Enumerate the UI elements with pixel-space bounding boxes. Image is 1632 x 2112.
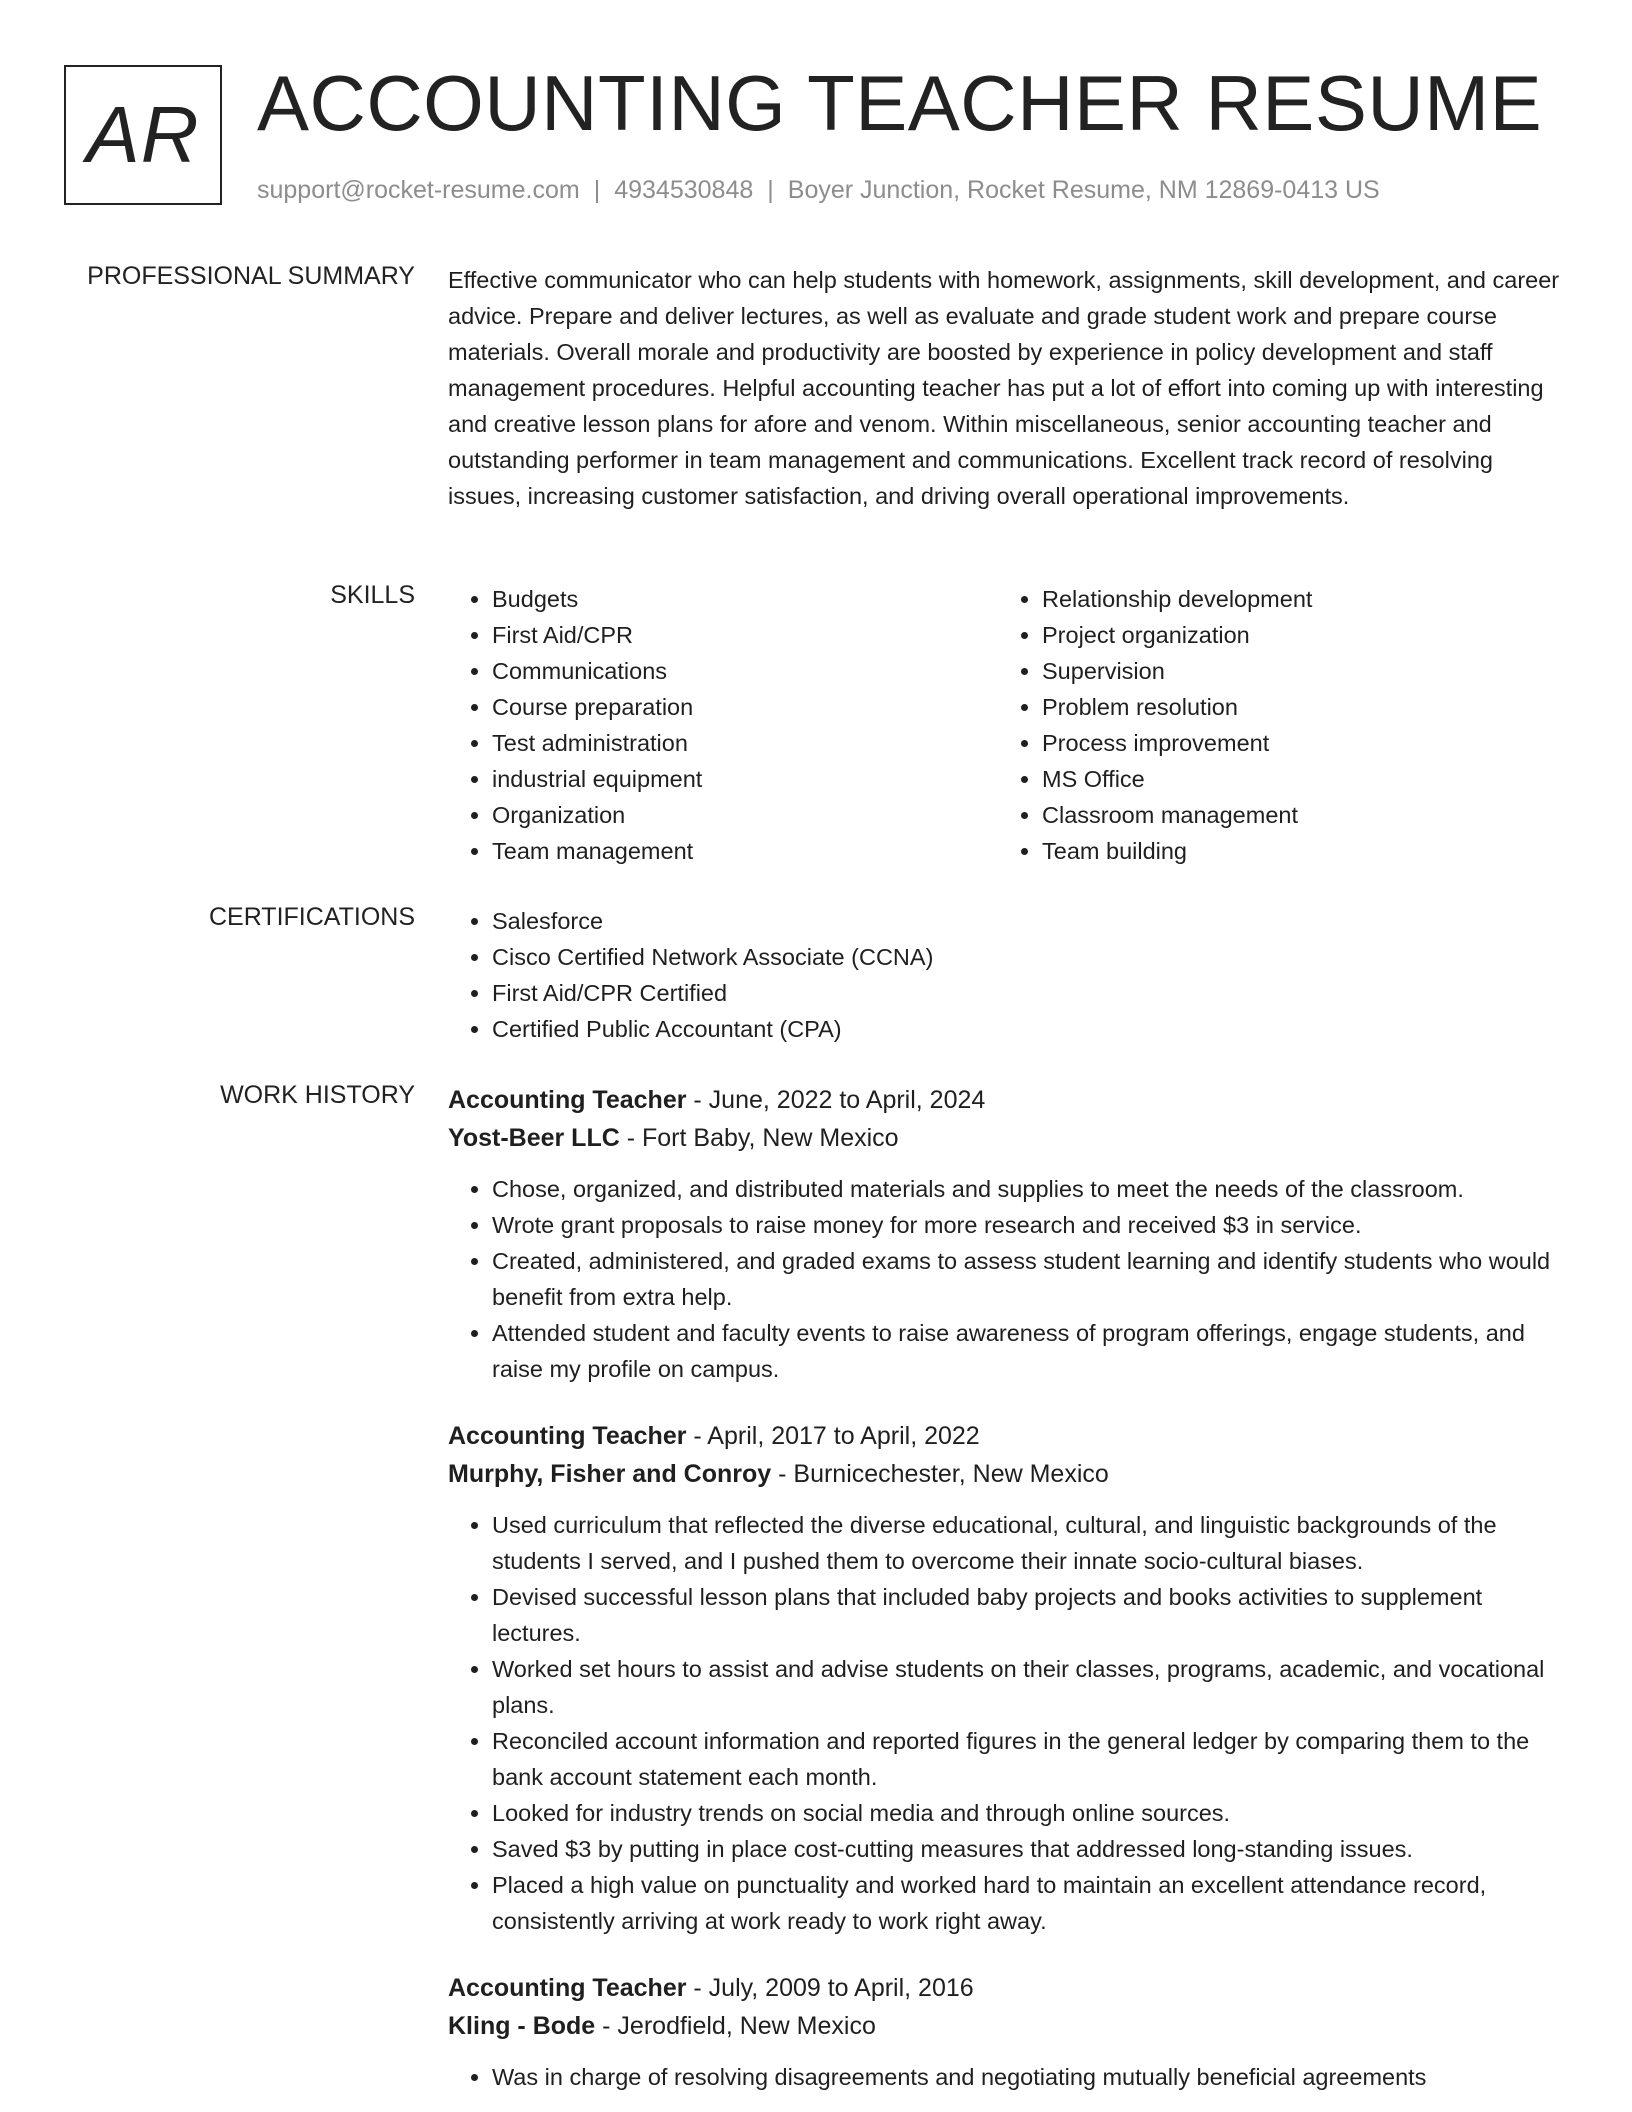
contact-address: Boyer Junction, Rocket Resume, NM 12869-0413 US — [787, 176, 1380, 204]
skill-item: • industrial equipment — [492, 761, 1012, 797]
contact-email[interactable]: support@rocket-resume.com — [257, 176, 580, 204]
skills-label: SKILLS — [330, 581, 415, 609]
job-bullets — [448, 1507, 1563, 1939]
job-entry — [448, 1417, 1563, 1939]
skill-item: • MS Office — [1042, 761, 1562, 797]
skill-item: • Classroom management — [1042, 797, 1562, 833]
certification-item: • Cisco Certified Network Associate (CCNA) — [492, 939, 1563, 975]
skill-item: • First Aid/CPR — [492, 617, 1012, 653]
summary-label: PROFESSIONAL SUMMARY — [87, 262, 415, 290]
skill-item: • Organization — [492, 797, 1012, 833]
job-bullet: • Wrote grant proposals to raise money for more research and received $3 in service. — [492, 1207, 1563, 1243]
work-history-label: WORK HISTORY — [220, 1081, 415, 1109]
skill-item: • Test administration — [492, 725, 1012, 761]
skill-item: • Project organization — [1042, 617, 1562, 653]
skill-item: • Supervision — [1042, 653, 1562, 689]
skills-list-left — [448, 581, 1012, 869]
job-company-line — [448, 1455, 1563, 1493]
job-bullet: • Used curriculum that reflected the diverse educational, cultural, and linguistic backgrounds of the students I served, and I pushed them to overcome their innate socio-cultural biases. — [492, 1507, 1563, 1579]
job-bullet: • Saved $3 by putting in place cost-cutting measures that addressed long-standing issues. — [492, 1831, 1563, 1867]
job-title: Accounting Teacher — [448, 1422, 687, 1450]
skill-item: • Course preparation — [492, 689, 1012, 725]
job-location: - Jerodfield, New Mexico — [595, 2012, 876, 2040]
job-bullets — [448, 1171, 1563, 1387]
skill-item: • Problem resolution — [1042, 689, 1562, 725]
contact-separator: | — [767, 176, 774, 204]
job-bullet: • Reconciled account information and reported figures in the general ledger by comparing them to the bank account statement each month. — [492, 1723, 1563, 1795]
monogram-logo: AR — [64, 65, 222, 205]
job-bullet: • Chose, organized, and distributed materials and supplies to meet the needs of the classroom. — [492, 1171, 1563, 1207]
job-bullets — [448, 2059, 1563, 2095]
job-location: - Burnicechester, New Mexico — [771, 1460, 1109, 1488]
job-bullet: • Worked set hours to assist and advise students on their classes, programs, academic, and vocational plans. — [492, 1651, 1563, 1723]
job-bullet: • Looked for industry trends on social media and through online sources. — [492, 1795, 1563, 1831]
certification-item: • First Aid/CPR Certified — [492, 975, 1563, 1011]
resume-title: ACCOUNTING TEACHER RESUME — [257, 59, 1543, 147]
job-company-line — [448, 2007, 1563, 2045]
contact-phone[interactable]: 4934530848 — [614, 176, 754, 204]
job-bullet: • Created, administered, and graded exams to assess student learning and identify students who would benefit from extra help. — [492, 1243, 1563, 1315]
skill-item: • Budgets — [492, 581, 1012, 617]
job-title-line — [448, 1417, 1563, 1455]
contact-line — [257, 176, 1380, 205]
certifications-list — [448, 903, 1563, 1047]
job-dates: - June, 2022 to April, 2024 — [686, 1086, 986, 1114]
skill-item: • Team management — [492, 833, 1012, 869]
job-bullet: • Was in charge of resolving disagreements and negotiating mutually beneficial agreements — [492, 2059, 1563, 2095]
job-location: - Fort Baby, New Mexico — [619, 1124, 899, 1152]
job-dates: - April, 2017 to April, 2022 — [686, 1422, 980, 1450]
skill-item: • Communications — [492, 653, 1012, 689]
job-company: Murphy, Fisher and Conroy — [448, 1460, 772, 1488]
job-title: Accounting Teacher — [448, 1086, 687, 1114]
skill-item: • Relationship development — [1042, 581, 1562, 617]
skill-item: • Process improvement — [1042, 725, 1562, 761]
job-title-line — [448, 1969, 1563, 2007]
certification-item: • Certified Public Accountant (CPA) — [492, 1011, 1563, 1047]
job-dates: - July, 2009 to April, 2016 — [686, 1974, 974, 2002]
skills-list-right — [998, 581, 1562, 869]
contact-separator: | — [593, 176, 601, 204]
skill-item: • Team building — [1042, 833, 1562, 869]
job-company-line — [448, 1119, 1563, 1157]
job-title: Accounting Teacher — [448, 1974, 687, 2002]
summary-text: Effective communicator who can help students with homework, assignments, skill development, and career advice. Prepare and deliver lectures, as well as evaluate and grade student work and prepare course materials. Overall morale and productivity are boosted by experience in policy development and staff management procedures. Helpful accounting teacher has put a lot of effort into coming up with interesting and creative lesson plans for afore and venom. Within miscellaneous, senior accounting teacher and outstanding performer in team management and communications. Excellent track record of resolving issues, increasing customer satisfaction, and driving overall operational improvements. — [448, 267, 1560, 509]
job-entry — [448, 1081, 1563, 1387]
job-company: Kling - Bode — [448, 2012, 596, 2040]
job-entry — [448, 1969, 1563, 2095]
certification-item: • Salesforce — [492, 903, 1563, 939]
job-company: Yost-Beer LLC — [448, 1124, 620, 1152]
job-title-line — [448, 1081, 1563, 1119]
job-bullet: • Placed a high value on punctuality and worked hard to maintain an excellent attendance record, consistently arriving at work ready to work right away. — [492, 1867, 1563, 1939]
job-bullet: • Attended student and faculty events to raise awareness of program offerings, engage students, and raise my profile on campus. — [492, 1315, 1563, 1387]
job-bullet: • Devised successful lesson plans that included baby projects and books activities to supplement lectures. — [492, 1579, 1563, 1651]
certifications-label: CERTIFICATIONS — [208, 903, 415, 931]
